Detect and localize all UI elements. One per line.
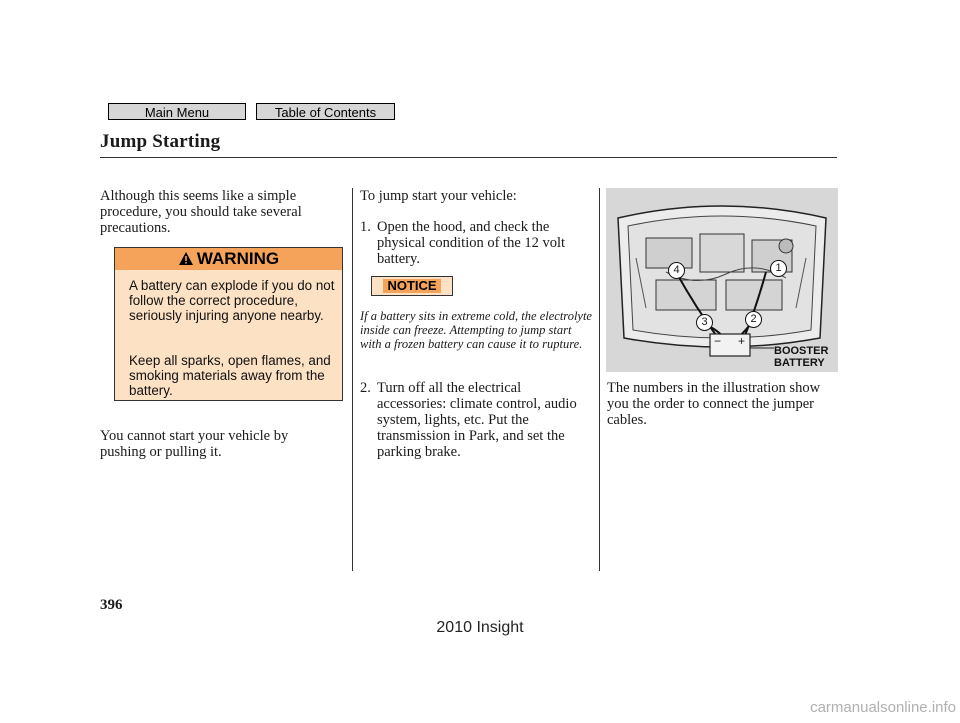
column-divider-left — [352, 188, 353, 571]
illustration-caption: The numbers in the illustration show you the order to connect the jumper cables. — [607, 380, 821, 428]
step-1-text: Open the hood, and check the physical condition of the 12 volt battery. — [377, 219, 566, 267]
warning-header — [115, 248, 342, 270]
step-marker-2: 2 — [745, 311, 762, 328]
step-1-number: 1. — [360, 219, 371, 235]
negative-terminal-icon: − — [714, 334, 722, 348]
notice-box — [371, 276, 453, 296]
step-2-number: 2. — [360, 380, 371, 396]
table-of-contents-button[interactable]: Table of Contents — [256, 103, 395, 120]
step-2-text: Turn off all the electrical accessories: climate control, audio system, lights, etc. Put the transmission in Park, and set the parking brake. — [377, 380, 577, 460]
main-menu-button[interactable]: Main Menu — [108, 103, 246, 120]
notice-label: NOTICE — [383, 279, 440, 293]
step-marker-1: 1 — [770, 260, 787, 277]
title-rule — [100, 157, 837, 158]
warning-box — [114, 247, 343, 401]
warning-triangle-icon — [178, 251, 194, 266]
page-title: Jump Starting — [100, 131, 221, 152]
jump-start-lead: To jump start your vehicle: — [360, 188, 517, 204]
intro-text: Although this seems like a simple procedure, you should take several precautions. — [100, 188, 302, 236]
notice-text: If a battery sits in extreme cold, the electrolyte inside can freeze. Attempting to jump start with a frozen battery can cause it to rupture. — [360, 309, 592, 351]
page-number: 396 — [100, 597, 123, 613]
site-watermark: carmanualsonline.info — [810, 699, 956, 716]
positive-terminal-icon: + — [738, 334, 746, 348]
push-start-note: You cannot start your vehicle by pushing or pulling it. — [100, 428, 289, 460]
step-marker-4: 4 — [668, 262, 685, 279]
warning-paragraph-2: Keep all sparks, open flames, and smoking materials away from the battery. — [129, 353, 331, 398]
model-footer: 2010 Insight — [436, 619, 524, 636]
step-marker-3: 3 — [696, 314, 713, 331]
booster-battery-callout: BOOSTER BATTERY — [774, 345, 829, 369]
warning-label: WARNING — [196, 249, 280, 268]
column-divider-right — [599, 188, 600, 571]
warning-paragraph-1: A battery can explode if you do not follow the correct procedure, seriously injuring anyone nearby. — [129, 278, 335, 323]
